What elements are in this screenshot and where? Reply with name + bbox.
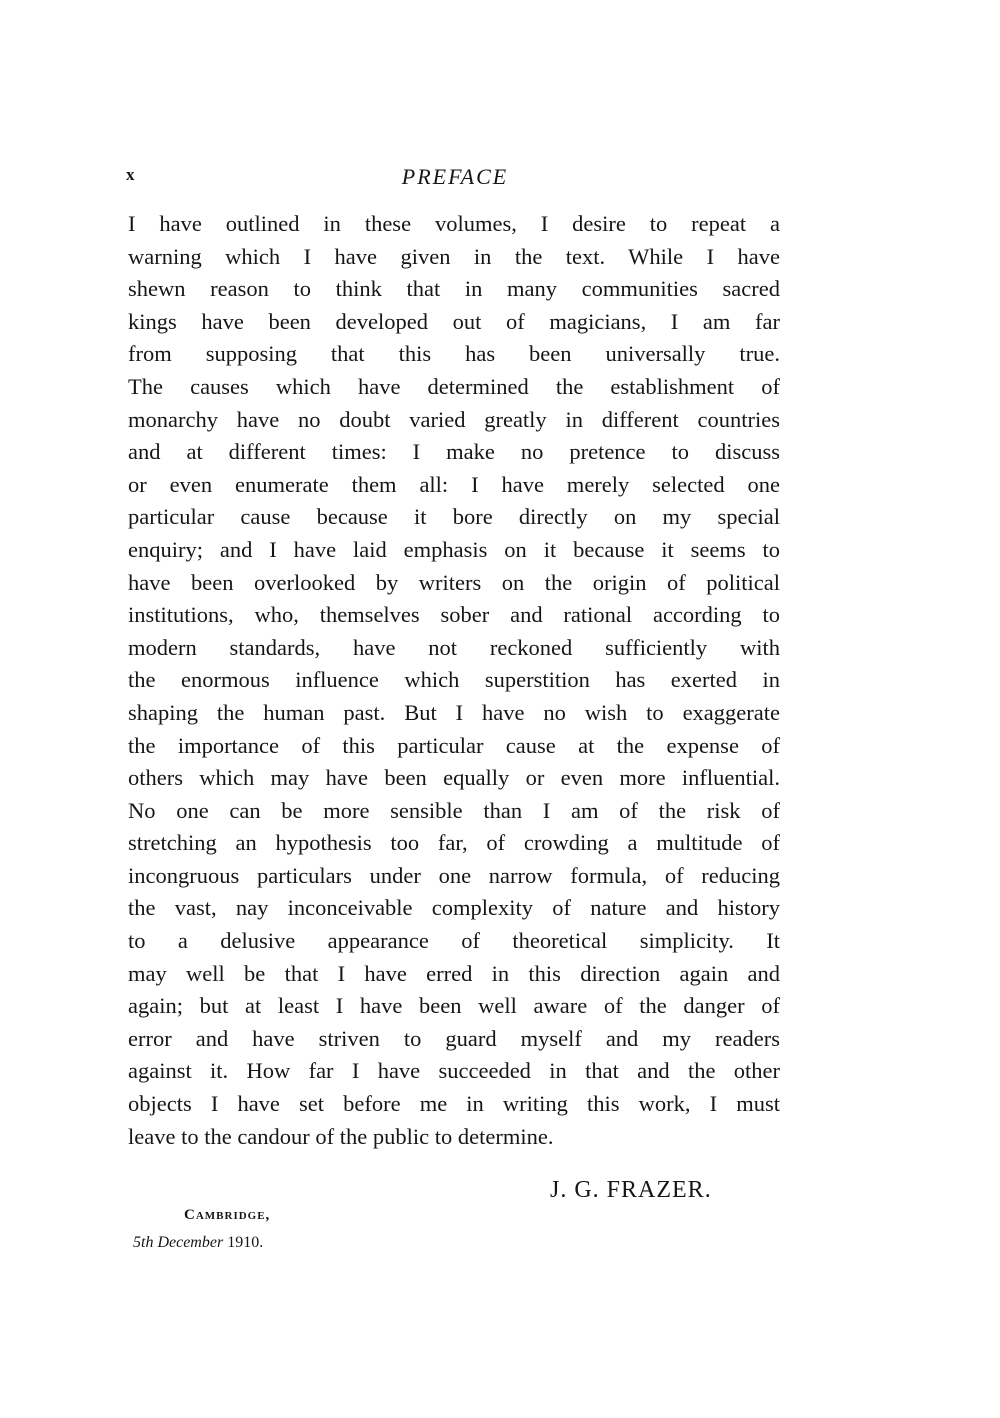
signature-date-day: 5th December (133, 1234, 224, 1251)
text-line: shewn reason to think that in many communities sacred (128, 276, 780, 302)
text-line: and at different times: I make no pretence to discuss (128, 439, 780, 465)
text-line: to a delusive appearance of theoretical simplicity. It (128, 928, 780, 954)
text-line: the enormous influence which superstition has exerted in (128, 667, 780, 693)
text-line: kings have been developed out of magicians, I am far (128, 308, 780, 334)
text-line: stretching an hypothesis too far, of crowding a multitude of (128, 830, 780, 856)
text-line: institutions, who, themselves sober and rational according to (128, 602, 780, 628)
text-line: may well be that I have erred in this direction again and (128, 960, 780, 986)
text-line: objects I have set before me in writing this work, I must (128, 1091, 780, 1117)
text-line: monarchy have no doubt varied greatly in different countries (128, 406, 780, 432)
author-signature: J. G. FRAZER. (550, 1177, 712, 1203)
text-line: particular cause because it bore directly on my special (128, 504, 780, 530)
text-line: No one can be more sensible than I am of the risk of (128, 797, 780, 823)
text-line: from supposing that this has been universally true. (128, 341, 780, 367)
text-line: shaping the human past. But I have no wish to exaggerate (128, 699, 780, 725)
text-line: others which may have been equally or even more influential. (128, 765, 780, 791)
running-head: PREFACE (401, 164, 509, 189)
text-line: have been overlooked by writers on the origin of political (128, 569, 780, 595)
text-line: the importance of this particular cause at the expense of (128, 732, 780, 758)
signature-date (133, 1232, 263, 1254)
text-line: against it. How far I have succeeded in that and the other (128, 1058, 780, 1084)
text-line: error and have striven to guard myself and my readers (128, 1025, 780, 1051)
text-line: The causes which have determined the establishment of (128, 373, 780, 399)
text-line: modern standards, have not reckoned sufficiently with (128, 634, 780, 660)
page-number: x (126, 165, 135, 184)
text-line: incongruous particulars under one narrow formula, of reducing (128, 862, 780, 888)
signature-place: Cambridge, (184, 1207, 271, 1223)
text-line: enquiry; and I have laid emphasis on it because it seems to (128, 536, 780, 562)
text-line: I have outlined in these volumes, I desire to repeat a (128, 211, 780, 236)
text-line: leave to the candour of the public to determine. (128, 1123, 554, 1149)
text-line: or even enumerate them all: I have merely selected one (128, 471, 780, 497)
body-text (128, 208, 780, 1153)
text-line: again; but at least I have been well aware of the danger of (128, 993, 780, 1019)
text-line: warning which I have given in the text. While I have (128, 243, 780, 269)
signature-date-year: 1910. (227, 1234, 264, 1251)
text-line: the vast, nay inconceivable complexity of nature and history (128, 895, 780, 921)
